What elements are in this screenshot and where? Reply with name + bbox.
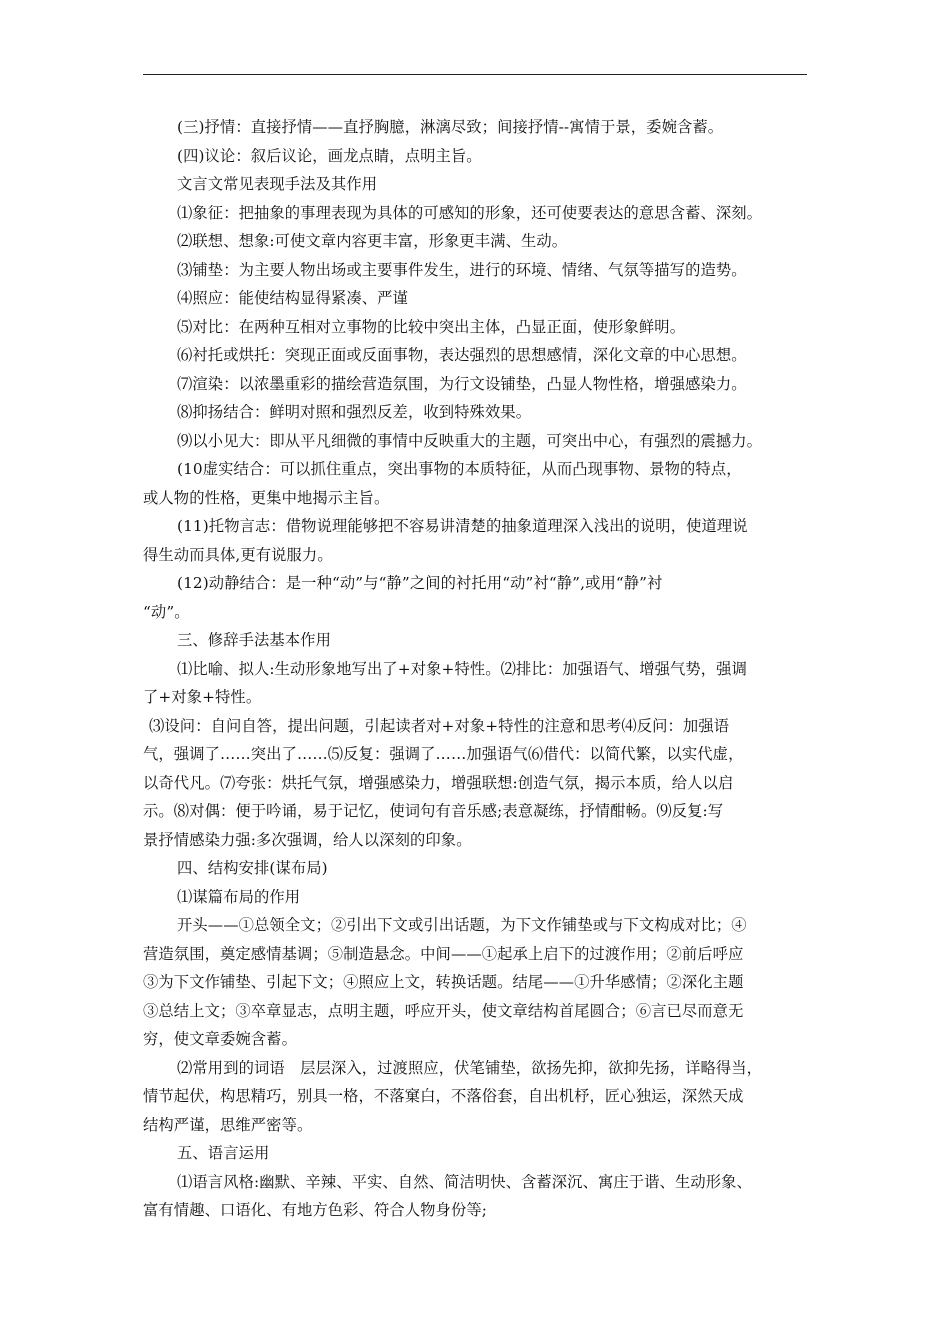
text-line: “动”。 bbox=[143, 602, 190, 621]
text-line: ⑴象征：把抽象的事理表现为具体的可感知的形象，还可使要表达的意思含蓄、深刻。 bbox=[177, 203, 763, 222]
text-line: 穷，使文章委婉含蓄。 bbox=[143, 1030, 297, 1048]
text-line: 结构严谨，思维严密等。 bbox=[143, 1115, 313, 1134]
text-line: 了+对象+特性。 bbox=[143, 688, 262, 706]
text-line: 景抒情感染力强:多次强调，给人以深刻的印象。 bbox=[143, 830, 472, 849]
text-line: 得生动而具体,更有说服力。 bbox=[143, 545, 333, 564]
text-line: 四、结构安排(谋布局) bbox=[177, 859, 328, 877]
text-line: (11)托物言志：借物说理能够把不容易讲清楚的抽象道理深入浅出的说明，使道理说 bbox=[177, 517, 748, 535]
text-line: ⑻抑扬结合：鲜明对照和强烈反差，收到特殊效果。 bbox=[177, 403, 532, 421]
text-line: (四)议论：叙后议论，画龙点睛，点明主旨。 bbox=[177, 146, 482, 165]
text-line: ⑶铺垫：为主要人物出场或主要事件发生，进行的环境、情绪、气氛等描写的造势。 bbox=[177, 260, 747, 279]
text-line: ⑴谋篇布局的作用 bbox=[177, 887, 301, 906]
text-line: 富有情趣、口语化、有地方色彩、符合人物身份等; bbox=[143, 1201, 487, 1219]
text-line: ⑴比喻、拟人:生动形象地写出了+对象+特性。⑵排比：加强语气、增强气势，强调 bbox=[177, 659, 747, 678]
text-line: 开头——①总领全文；②引出下文或引出话题，为下文作铺垫或与下文构成对比；④ bbox=[177, 916, 747, 934]
text-line: ⑹衬托或烘托：突现正面或反面事物，表达强烈的思想感情，深化文章的中心思想。 bbox=[177, 346, 747, 364]
text-line: 营造氛围，奠定感情基调；⑤制造悬念。中间——①起承上启下的过渡作用；②前后呼应 bbox=[143, 944, 744, 963]
text-line: ⑵联想、想象:可使文章内容更丰富，形象更丰满、生动。 bbox=[177, 232, 568, 250]
text-line: ③为下文作铺垫、引起下文；④照应上文，转换话题。结尾——①升华感情；②深化主题 bbox=[143, 973, 744, 991]
text-line: 示。⑻对偶：便于吟诵，易于记忆，使词句有音乐感;表意凝练，抒情酣畅。⑼反复:写 bbox=[143, 802, 724, 820]
text-line: ⑼以小见大：即从平凡细微的事情中反映重大的主题，可突出中心，有强烈的震撼力。 bbox=[177, 431, 763, 450]
document-body bbox=[143, 113, 807, 1225]
text-line: 情节起伏，构思精巧，别具一格，不落窠白，不落俗套，自出机杼，匠心独运，深然天成 bbox=[143, 1087, 744, 1105]
text-line: 或人物的性格，更集中地揭示主旨。 bbox=[143, 488, 390, 507]
header-rule bbox=[143, 74, 807, 75]
text-line: ⑴语言风格:幽默、辛辣、平实、自然、简洁明快、含蓄深沉、寓庄于谐、生动形象、 bbox=[177, 1172, 752, 1191]
text-line: 五、语言运用 bbox=[177, 1144, 270, 1162]
text-line: 三、修辞手法基本作用 bbox=[177, 631, 331, 649]
text-line: (12)动静结合：是一种“动”与“静”之间的衬托用“动”衬“静”,或用“静”衬 bbox=[177, 574, 663, 592]
text-line: ⑵常用到的词语 层层深入，过渡照应，伏笔铺垫，欲扬先抑，欲抑先扬，详略得当， bbox=[177, 1058, 763, 1077]
text-line: ⑸对比：在两种互相对立事物的比较中突出主体，凸显正面，使形象鲜明。 bbox=[177, 317, 686, 336]
text-line: ⑺渲染：以浓墨重彩的描绘营造氛围，为行文设铺垫，凸显人物性格，增强感染力。 bbox=[177, 374, 747, 393]
text-line: 气，强调了……突出了……⑸反复：强调了……加强语气⑹借代：以简代繁，以实代虚， bbox=[143, 745, 744, 763]
text-line: 文言文常见表现手法及其作用 bbox=[177, 175, 378, 193]
text-line: 以奇代凡。⑺夸张：烘托气氛，增强感染力，增强联想:创造气氛，揭示本质，给人以启 bbox=[143, 773, 734, 792]
text-line: ⑷照应：能使结构显得紧凑、严谨 bbox=[177, 289, 408, 307]
text-line: (10虚实结合：可以抓住重点，突出事物的本质特征，从而凸现事物、景物的特点， bbox=[177, 460, 742, 478]
text-line: (三)抒情：直接抒情——直抒胸臆，淋漓尽致；间接抒情--寓情于景，委婉含蓄。 bbox=[177, 118, 724, 136]
text-line: ③总结上文；③卒章显志，点明主题，呼应开头，使文章结构首尾圆合；⑥言已尽而意无 bbox=[143, 1001, 744, 1020]
text-line: ⑶设问：自问自答，提出问题，引起读者对+对象+特性的注意和思考⑷反问：加强语 bbox=[149, 716, 730, 735]
